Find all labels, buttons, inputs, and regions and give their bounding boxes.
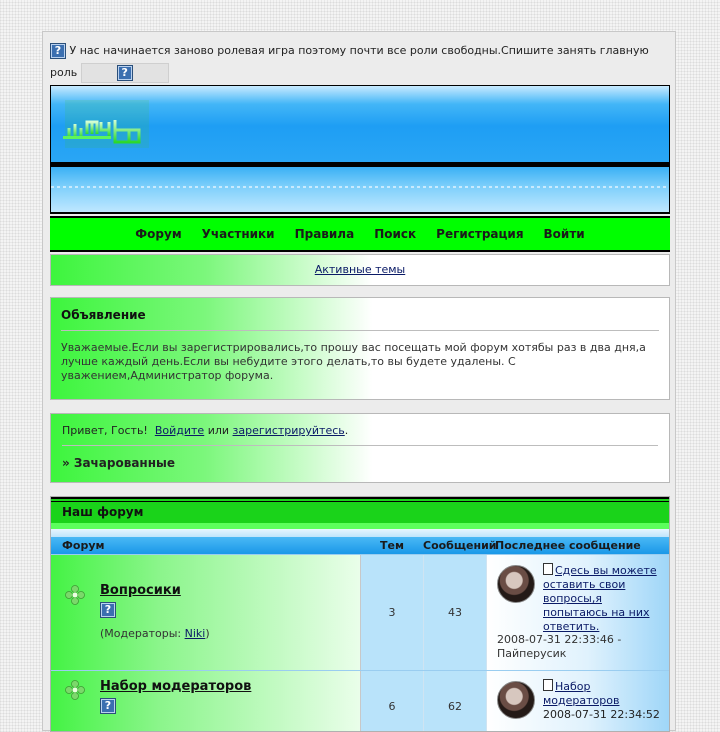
greeting-text: Привет, Гость! xyxy=(62,424,148,437)
breadcrumb[interactable]: » Зачарованные xyxy=(62,456,175,470)
page xyxy=(42,31,676,731)
main-nav xyxy=(50,216,670,252)
greeting-panel xyxy=(50,413,670,483)
last-post-link[interactable]: Набор модераторов xyxy=(543,680,620,707)
last-post-date: 2008-07-31 22:33:46 - xyxy=(497,633,622,646)
column-topics: Тем xyxy=(380,539,404,552)
forum-title-link[interactable]: Набор модераторов xyxy=(100,679,252,694)
forum-table xyxy=(50,496,670,732)
document-icon xyxy=(543,563,553,575)
question-icon[interactable]: ? xyxy=(50,43,66,59)
nav-item-login[interactable]: Войти xyxy=(543,227,585,241)
site-logo[interactable] xyxy=(63,100,153,150)
topics-count: 3 xyxy=(361,555,424,670)
header-banner xyxy=(50,85,670,213)
announcement-title: Объявление xyxy=(61,308,146,322)
last-post-link[interactable]: Сдесь вы можете оставить свои вопросы,я попытаюсь на них ответить. xyxy=(543,564,657,633)
forum-category-title[interactable]: Наш форум xyxy=(62,505,144,519)
announcement-body: Уважаемые.Если вы зарегистрировались,то прошу вас посещать мой форум хотябы раз в два дня,а лучше каждый день.Если вы небудите этого делать,то вы будете удалены. С уважением,Администратор форума. xyxy=(61,341,646,382)
question-icon[interactable]: ? xyxy=(100,602,116,618)
divider xyxy=(62,445,658,446)
last-post-cell xyxy=(487,555,669,670)
document-icon xyxy=(543,679,553,691)
last-post-cell xyxy=(487,671,669,732)
avatar[interactable] xyxy=(497,565,535,603)
greeting-or: или xyxy=(207,424,230,437)
table-row xyxy=(51,670,669,732)
active-topics-bar xyxy=(50,254,670,286)
ticker-text: У нас начинается заново ролевая игра поэтому почти все роли свободны.Спишите занять главную роль xyxy=(50,44,649,79)
nav-item-members[interactable]: Участники xyxy=(201,227,275,241)
divider xyxy=(61,330,659,331)
nav-item-forum[interactable]: Форум xyxy=(135,227,182,241)
forum-title-link[interactable]: Вопросики xyxy=(100,583,181,598)
moderators xyxy=(100,627,210,640)
ticker-image-box xyxy=(81,63,169,83)
forum-cell xyxy=(51,671,361,732)
register-link[interactable]: зарегистрируйтесь xyxy=(232,424,345,437)
moderators-label: (Модераторы: xyxy=(100,627,185,640)
table-row xyxy=(51,554,669,670)
table-header xyxy=(51,537,669,554)
question-icon[interactable]: ? xyxy=(100,698,116,714)
moderator-link[interactable]: Niki xyxy=(184,627,206,640)
forum-cell xyxy=(51,555,361,670)
active-topics-link[interactable]: Активные темы xyxy=(314,263,406,276)
posts-count: 43 xyxy=(424,555,487,670)
moderators-close: ) xyxy=(205,627,210,640)
announcement-panel xyxy=(50,297,670,400)
question-icon[interactable]: ? xyxy=(117,65,133,81)
last-post-user: Пайперусик xyxy=(497,647,567,660)
forum-category-header xyxy=(51,497,669,523)
forum-status-icon xyxy=(65,585,85,605)
column-last-post: Последнее сообщение xyxy=(495,539,641,552)
ticker xyxy=(50,40,665,84)
avatar[interactable] xyxy=(497,681,535,719)
forum-status-icon xyxy=(65,680,85,700)
nav-item-search[interactable]: Поиск xyxy=(374,227,417,241)
greeting-dot: . xyxy=(344,424,349,437)
posts-count: 62 xyxy=(424,671,487,732)
nav-item-register[interactable]: Регистрация xyxy=(436,227,524,241)
greeting-line xyxy=(62,424,658,437)
column-forum: Форум xyxy=(62,539,105,552)
nav-item-rules[interactable]: Правила xyxy=(294,227,355,241)
last-post-date: 2008-07-31 22:34:52 xyxy=(543,708,660,721)
login-link[interactable]: Войдите xyxy=(154,424,205,437)
topics-count: 6 xyxy=(361,671,424,732)
column-posts: Сообщений xyxy=(423,539,497,552)
